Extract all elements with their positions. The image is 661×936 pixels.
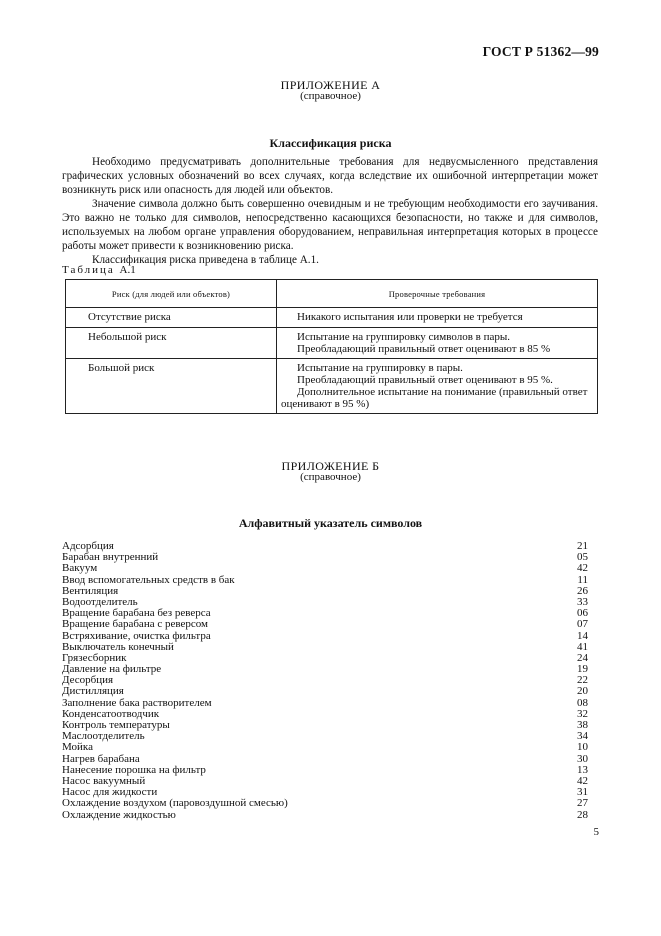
index-entry [62,686,588,697]
index-entry [62,631,588,642]
index-entry-name: Нагрев барабана [62,752,140,765]
index-entry [62,619,588,630]
page-number: 5 [593,826,599,838]
header-risk: Риск (для людей или объектов) [66,280,277,308]
index-entry-number: 33 [577,595,588,608]
index-entry-number: 27 [577,797,588,810]
index-entry-number: 20 [577,685,588,698]
risk-classification-heading: Классификация риска [269,136,392,150]
paragraph: Классификация риска приведена в таблице А.1. [92,254,319,266]
index-entry [62,675,588,686]
index-entry-number: 32 [577,707,588,720]
symbol-index-list [62,541,588,821]
requirement-line: Испытание на группировку в пары. [297,362,463,374]
index-entry-name: Водоотделитель [62,595,138,608]
requirement-line: Никакого испытания или проверки не требуется [297,311,523,323]
index-entry-name: Вакуум [62,562,98,575]
appendix-b-title: ПРИЛОЖЕНИЕ Б [281,459,380,473]
table-row [66,359,598,414]
index-entry-name: Адсорбция [62,540,114,552]
index-entry-number: 31 [577,786,588,799]
index-entry-name: Охлаждение воздухом (паровоздушной смесью) [62,797,288,810]
requirement-line: Дополнительное испытание на понимание (правильный ответ [297,386,588,398]
table-row [66,328,598,359]
requirement-line: оценивают в 95 %) [281,398,370,410]
table-caption-number: А.1 [119,264,136,276]
standard-code: ГОСТ Р 51362—99 [482,44,599,59]
index-entry [62,563,588,574]
index-entry-name: Мойка [62,741,93,754]
risk-cell: Отсутствие риска [66,308,277,328]
index-entry [62,552,588,563]
index-entry-number: 34 [577,730,588,743]
symbol-index-heading: Алфавитный указатель символов [238,516,423,530]
index-entry-name: Охлаждение жидкостью [62,808,176,821]
index-entry [62,798,588,809]
index-entry-name: Десорбция [62,674,114,687]
index-entry-name: Конденсатоотводчик [62,707,160,720]
index-entry-number: 26 [577,584,588,597]
index-entry-number: 07 [577,618,588,631]
appendix-b-subtitle: (справочное) [300,471,361,483]
paragraph: Необходимо предусматривать дополнительные требования для недвусмысленного представления графических условных обозначений во всех случаях, когда вследствие их ошибочной интерпретации может возникнуть риск или опасность для людей или объектов. [62,156,598,196]
header-requirements: Проверочные требования [277,280,598,308]
index-entry [62,731,588,742]
index-entry-name: Грязесборник [62,651,127,664]
index-entry [62,642,588,653]
index-entry-name: Заполнение бака растворителем [62,696,212,709]
index-entry [62,575,588,586]
risk-table [65,279,598,414]
index-entry [62,664,588,675]
index-entry-name: Насос для жидкости [62,786,158,799]
index-entry-number: 24 [577,651,588,664]
requirements-cell [277,359,598,414]
appendix-a-text [62,155,598,267]
index-entry [62,586,588,597]
index-entry-name: Выключатель конечный [62,640,174,653]
index-entry-number: 42 [577,562,588,575]
index-entry-name: Вращение барабана без реверса [62,607,211,620]
appendix-a-subtitle: (справочное) [300,90,361,102]
index-entry-name: Нанесение порошка на фильтр [62,763,206,776]
index-entry-number: 11 [577,573,588,586]
index-entry-number: 08 [577,696,588,709]
index-entry-number: 05 [577,551,588,564]
appendix-a-title: ПРИЛОЖЕНИЕ А [280,78,381,92]
table-caption [62,264,136,276]
index-entry-name: Ввод вспомогательных средств в бак [62,573,235,586]
index-entry-name: Вращение барабана с реверсом [62,618,208,631]
table-header-row [66,280,598,308]
index-entry-number: 22 [577,674,588,687]
risk-cell: Большой риск [66,359,277,414]
index-entry-name: Барабан внутренний [62,551,159,564]
table-row [66,308,598,328]
index-entry-name: Дистилляция [62,685,124,698]
index-entry [62,742,588,753]
index-entry-number: 06 [577,607,588,620]
requirement-line: Преобладающий правильный ответ оценивают в 95 %. [297,374,553,386]
index-entry-name: Контроль температуры [62,719,170,731]
index-entry-name: Вентиляция [62,584,119,597]
requirement-line: Испытание на группировку символов в пары. [297,331,511,343]
index-entry-number: 14 [577,629,588,642]
table-caption-word: Таблица [62,264,115,276]
index-entry-name: Встряхивание, очистка фильтра [62,629,211,642]
index-entry-number: 42 [577,774,588,787]
index-entry-number: 28 [577,808,588,821]
requirements-cell [277,328,598,359]
index-entry-number: 38 [577,719,588,731]
index-entry [62,810,588,821]
risk-cell: Небольшой риск [66,328,277,359]
requirement-line: Преобладающий правильный ответ оценивают в 85 % [297,343,551,355]
index-entry-number: 19 [577,663,588,676]
index-entry-number: 10 [577,741,588,754]
index-entry-name: Маслоотделитель [62,730,145,743]
requirements-cell [277,308,598,328]
index-entry-number: 21 [577,540,588,552]
index-entry-number: 13 [577,763,588,776]
index-entry-number: 41 [577,640,588,653]
paragraph: Значение символа должно быть совершенно очевидным и не требующим необходимости его заучивания. Это важно не только для символов, непосредственно касающихся безопасности, но также и для символов, используемых на любом органе управления оборудованием, неправильная интерпретация которых в процессе работы может привести к возникновению риска. [62,198,598,252]
index-entry-name: Насос вакуумный [62,774,146,787]
index-entry-name: Давление на фильтре [62,663,162,676]
index-entry-number: 30 [577,752,588,765]
